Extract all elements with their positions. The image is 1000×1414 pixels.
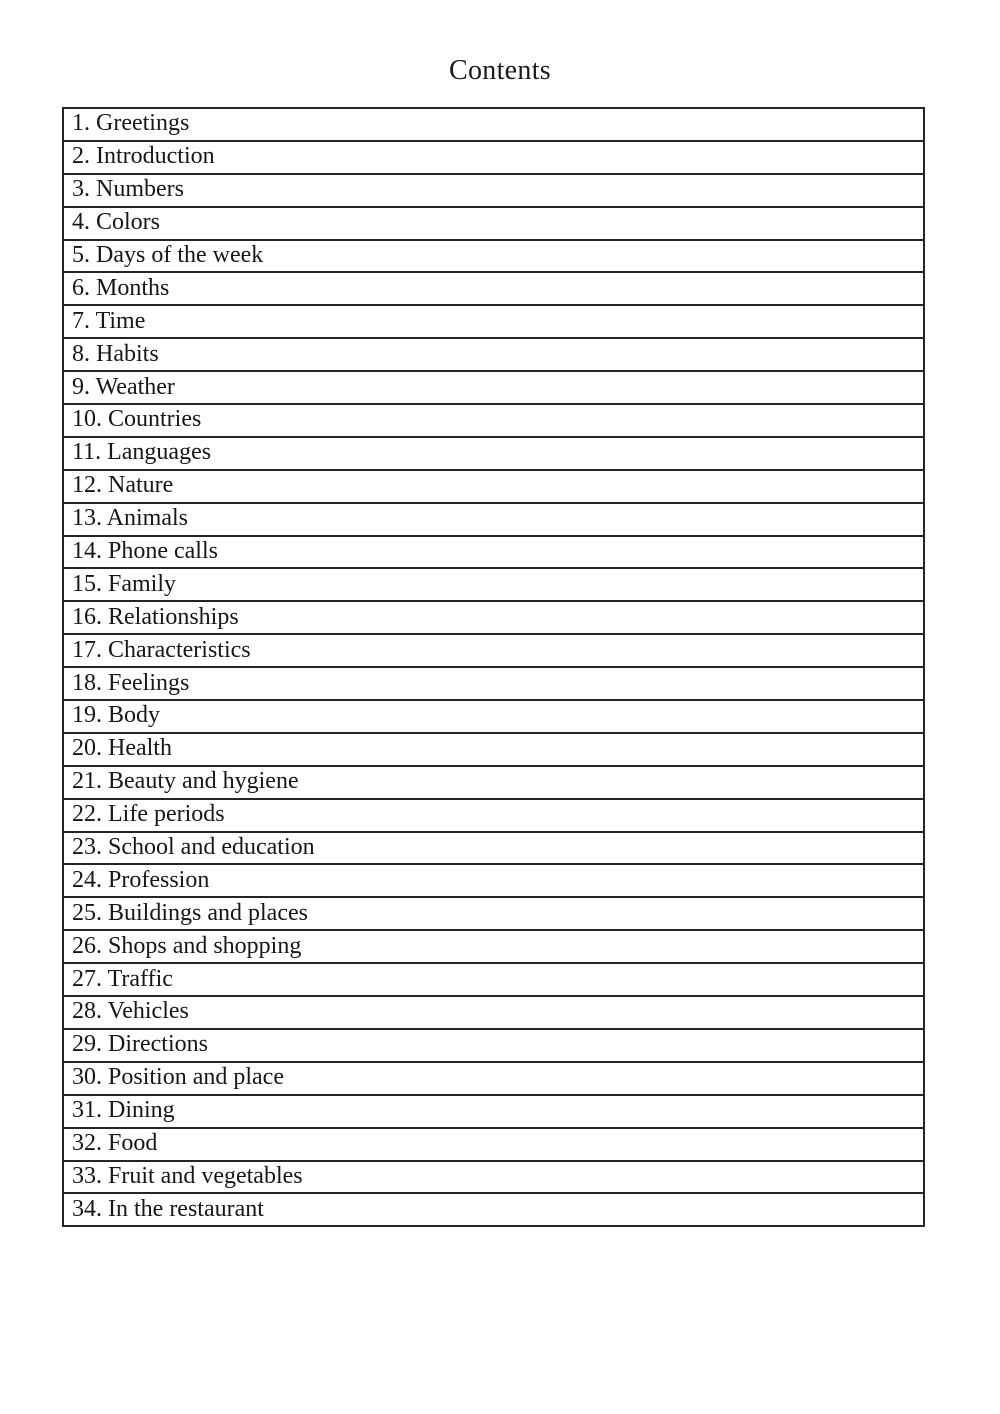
contents-row <box>62 962 925 997</box>
page-title: Contents <box>449 55 551 86</box>
contents-item-label: 4. Colors <box>72 209 161 236</box>
contents-row <box>62 370 925 405</box>
contents-item-label: 29. Directions <box>72 1031 208 1058</box>
contents-row <box>62 271 925 306</box>
contents-row <box>62 567 925 602</box>
contents-row <box>62 1192 925 1227</box>
contents-row <box>62 1061 925 1096</box>
contents-row <box>62 633 925 668</box>
contents-item-label: 27. Traffic <box>72 965 173 992</box>
contents-item-label: 18. Feelings <box>72 669 190 696</box>
contents-row <box>62 469 925 504</box>
contents-row <box>62 436 925 471</box>
contents-item-label: 23. School and education <box>72 834 315 861</box>
contents-row <box>62 798 925 833</box>
contents-item-label: 17. Characteristics <box>72 636 251 663</box>
contents-row <box>62 239 925 274</box>
contents-item-label: 24. Profession <box>72 866 210 893</box>
contents-row <box>62 304 925 339</box>
contents-item-label: 5. Days of the week <box>72 242 264 268</box>
contents-row <box>62 403 925 438</box>
contents-row <box>62 140 925 175</box>
contents-row <box>62 666 925 701</box>
contents-item-label: 16. Relationships <box>72 603 239 630</box>
contents-row <box>62 502 925 537</box>
contents-item-label: 30. Position and place <box>72 1064 284 1091</box>
contents-row <box>62 107 925 142</box>
contents-row <box>62 1028 925 1063</box>
contents-item-label: 28. Vehicles <box>72 998 189 1025</box>
contents-item-label: 25. Buildings and places <box>72 899 308 926</box>
contents-row <box>62 831 925 866</box>
contents-row <box>62 535 925 570</box>
contents-row <box>62 699 925 734</box>
contents-row <box>62 765 925 800</box>
contents-item-label: 34. In the restaurant <box>72 1195 264 1222</box>
contents-item-label: 20. Health <box>72 735 172 762</box>
contents-row <box>62 732 925 767</box>
contents-item-label: 14. Phone calls <box>72 538 218 565</box>
contents-row <box>62 1094 925 1129</box>
contents-item-label: 26. Shops and shopping <box>72 932 302 959</box>
contents-item-label: 19. Body <box>72 702 161 729</box>
contents-item-label: 10. Countries <box>72 406 202 433</box>
contents-item-label: 2. Introduction <box>72 143 215 170</box>
contents-item-label: 1. Greetings <box>72 110 190 137</box>
contents-row <box>62 863 925 898</box>
contents-item-label: 15. Family <box>72 570 177 597</box>
contents-row <box>62 1127 925 1162</box>
contents-item-label: 11. Languages <box>72 439 212 466</box>
contents-item-label: 12. Nature <box>72 472 174 499</box>
contents-item-label: 7. Time <box>72 307 146 334</box>
contents-item-label: 13. Animals <box>72 505 189 532</box>
contents-item-label: 9. Weather <box>72 373 175 400</box>
contents-row <box>62 995 925 1030</box>
contents-row <box>62 929 925 964</box>
contents-row <box>62 600 925 635</box>
contents-row <box>62 173 925 208</box>
contents-item-label: 31. Dining <box>72 1097 175 1124</box>
contents-item-label: 33. Fruit and vegetables <box>72 1162 303 1189</box>
contents-item-label: 6. Months <box>72 274 170 301</box>
contents-row <box>62 1160 925 1195</box>
contents-row <box>62 896 925 931</box>
contents-row <box>62 337 925 372</box>
contents-item-label: 22. Life periods <box>72 801 225 828</box>
contents-item-label: 8. Habits <box>72 340 159 367</box>
contents-item-label: 32. Food <box>72 1130 158 1157</box>
contents-row <box>62 206 925 241</box>
contents-table <box>62 107 925 1227</box>
contents-item-label: 3. Numbers <box>72 176 184 203</box>
contents-item-label: 21. Beauty and hygiene <box>72 768 299 795</box>
